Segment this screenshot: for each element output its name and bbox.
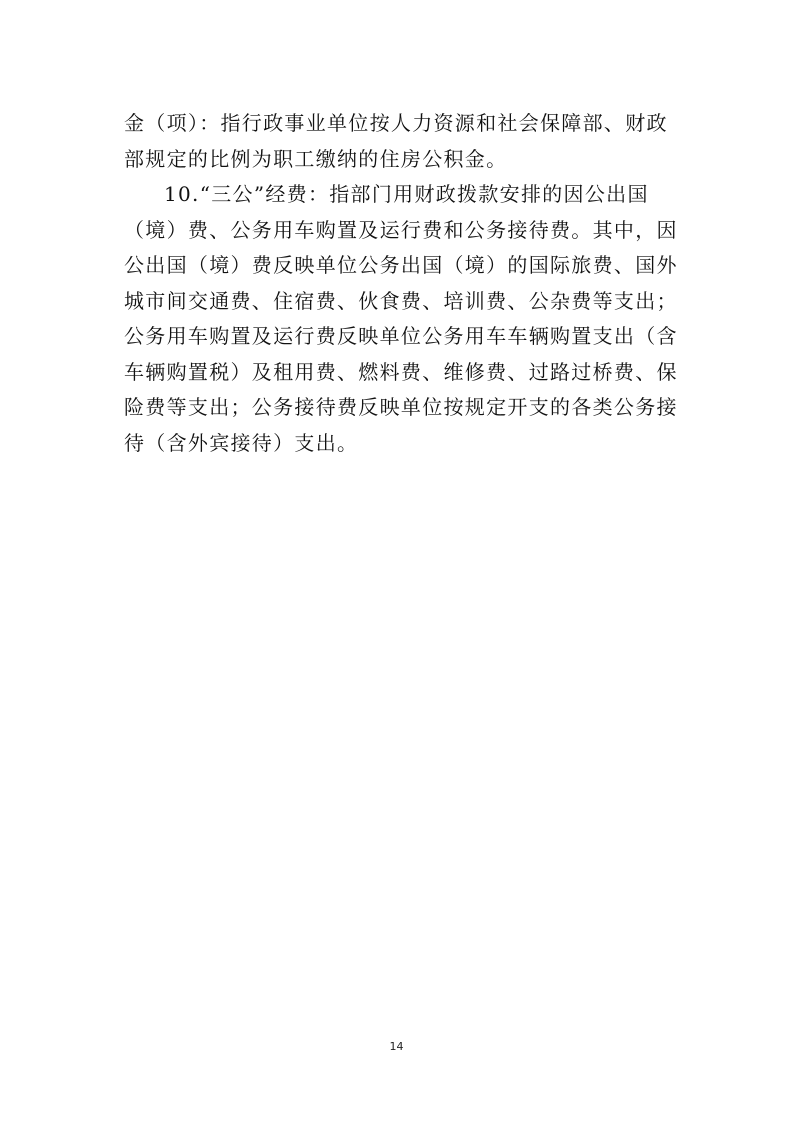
text-line: （境）费、公务用车购置及运行费和公务接待费。其中，因 <box>124 217 678 242</box>
text-line: 险费等支出；公务接待费反映单位按规定开支的各类公务接 <box>124 395 678 419</box>
text-line: 公务用车购置及运行费反映单位公务用车车辆购置支出（含 <box>124 324 678 348</box>
text-line: 金（项）：指行政事业单位按人力资源和社会保障部、财政 <box>124 111 668 135</box>
text-line: 城市间交通费、住宿费、伙食费、培训费、公杂费等支出； <box>124 288 678 313</box>
body-text <box>124 106 684 461</box>
text-line: 10.“三公”经费：指部门用财政拨款安排的因公出国 <box>164 182 649 206</box>
text-line: 公出国（境）费反映单位公务出国（境）的国际旅费、国外 <box>124 253 678 277</box>
text-line: 部规定的比例为职工缴纳的住房公积金。 <box>124 146 508 171</box>
text-line: 车辆购置税）及租用费、燃料费、维修费、过路过桥费、保 <box>124 359 678 384</box>
text-line: 待（含外宾接待）支出。 <box>124 430 359 455</box>
page-number: 14 <box>389 1040 404 1053</box>
